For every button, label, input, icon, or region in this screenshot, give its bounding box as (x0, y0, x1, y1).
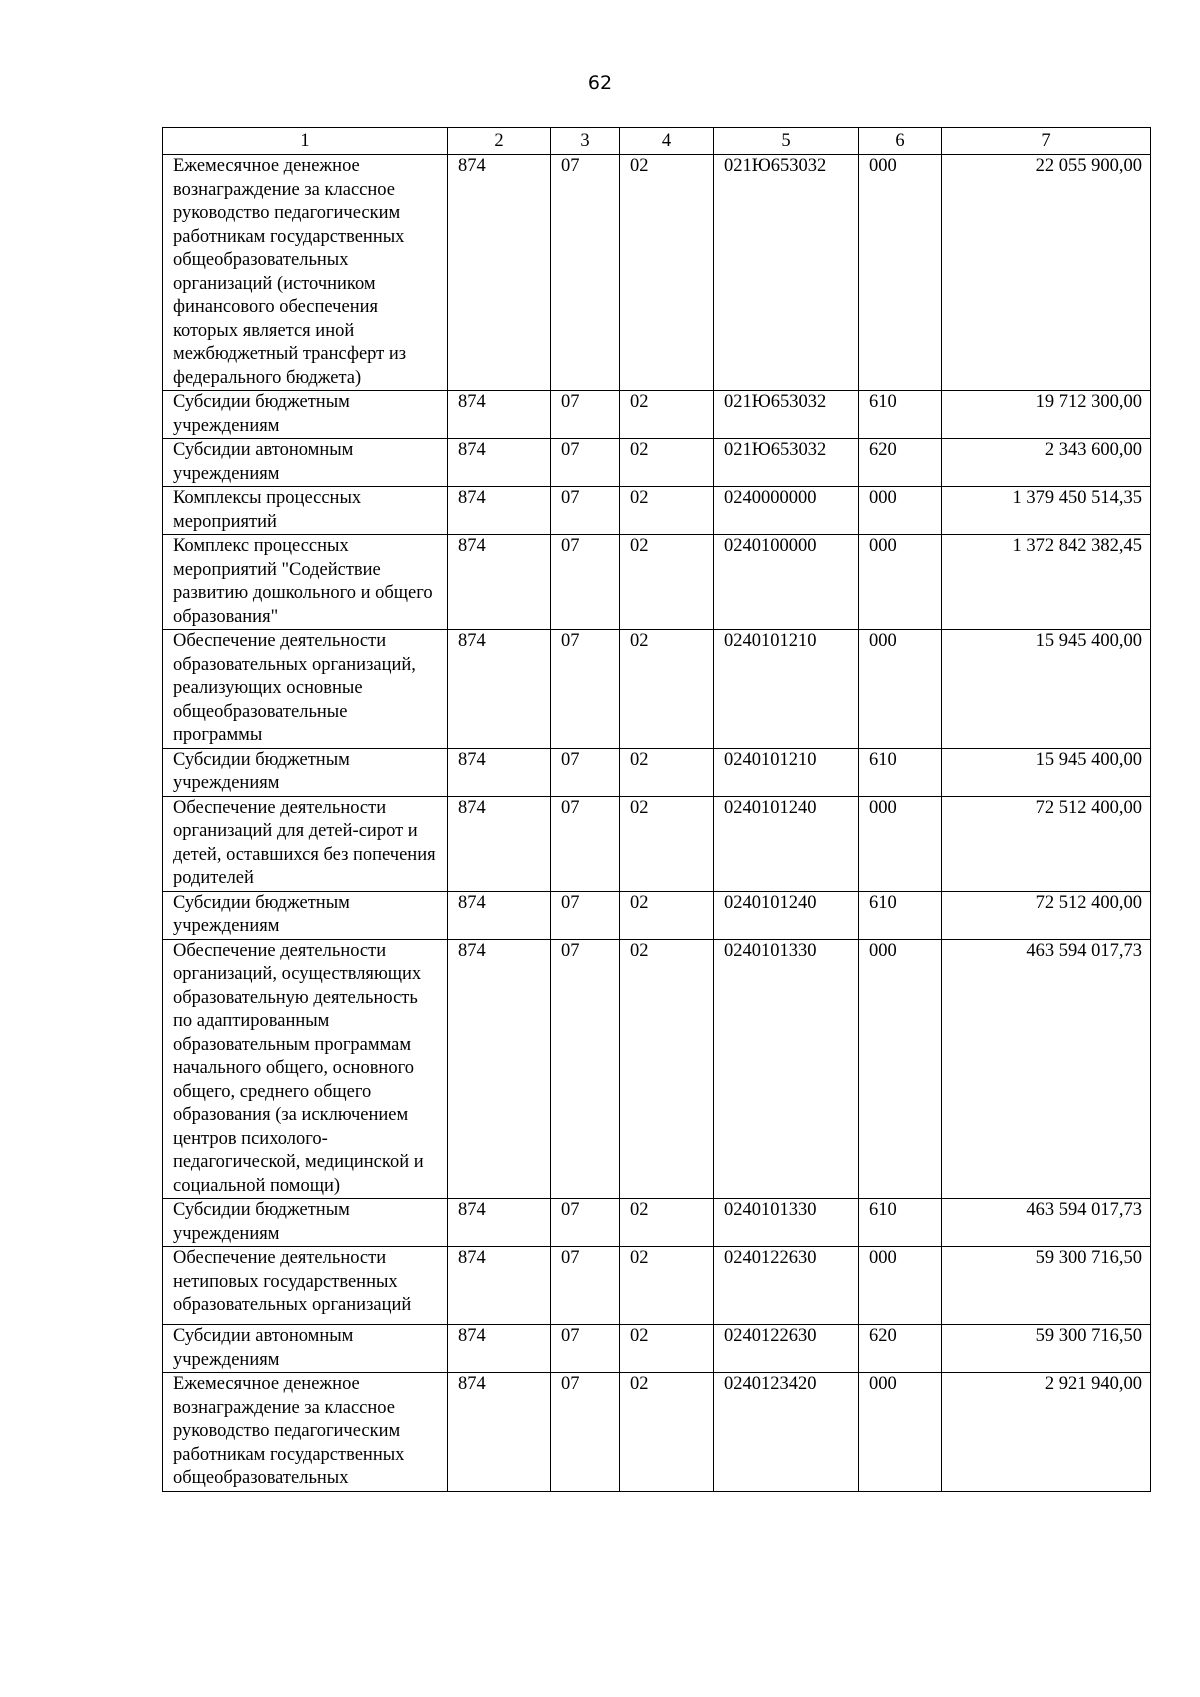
expense-type-code: 610 (859, 391, 942, 439)
expense-type-code: 610 (859, 891, 942, 939)
item-name: Субсидии бюджетным учреждениям (163, 1199, 448, 1247)
subsection-code: 02 (620, 939, 714, 1199)
target-article-code: 0240101330 (714, 939, 859, 1199)
amount: 2 921 940,00 (942, 1373, 1151, 1492)
ministry-code: 874 (448, 1373, 551, 1492)
target-article-code: 021Ю653032 (714, 155, 859, 391)
table-row (163, 1247, 1151, 1325)
table-row (163, 748, 1151, 796)
item-name: Субсидии бюджетным учреждениям (163, 891, 448, 939)
table-row (163, 1199, 1151, 1247)
table-row (163, 796, 1151, 891)
ministry-code: 874 (448, 155, 551, 391)
expense-type-code: 620 (859, 1325, 942, 1373)
column-header: 4 (620, 128, 714, 155)
ministry-code: 874 (448, 1247, 551, 1325)
item-name: Субсидии автономным учреждениям (163, 1325, 448, 1373)
table-row (163, 891, 1151, 939)
section-code: 07 (551, 1247, 620, 1325)
ministry-code: 874 (448, 939, 551, 1199)
expense-type-code: 000 (859, 796, 942, 891)
expense-type-code: 000 (859, 1247, 942, 1325)
amount: 1 379 450 514,35 (942, 487, 1151, 535)
target-article-code: 0240101210 (714, 630, 859, 749)
table-row (163, 1325, 1151, 1373)
target-article-code: 0240101210 (714, 748, 859, 796)
table-row (163, 439, 1151, 487)
expense-type-code: 000 (859, 155, 942, 391)
item-name: Обеспечение деятельности организаций, осуществляющих образовательную деятельность по адаптированным образовательным программам начального общего, основного общего, среднего общего образования (за исключением центров психолого-педагогической, медицинской и социальной помощи) (163, 939, 448, 1199)
amount: 15 945 400,00 (942, 748, 1151, 796)
item-name: Субсидии бюджетным учреждениям (163, 748, 448, 796)
ministry-code: 874 (448, 1199, 551, 1247)
ministry-code: 874 (448, 796, 551, 891)
section-code: 07 (551, 439, 620, 487)
item-name: Комплекс процессных мероприятий "Содействие развитию дошкольного и общего образования" (163, 535, 448, 630)
ministry-code: 874 (448, 1325, 551, 1373)
expense-type-code: 610 (859, 748, 942, 796)
table-row (163, 630, 1151, 749)
target-article-code: 0240100000 (714, 535, 859, 630)
target-article-code: 021Ю653032 (714, 391, 859, 439)
item-name: Ежемесячное денежное вознаграждение за классное руководство педагогическим работникам государственных общеобразовательных организаций (источником финансового обеспечения которых является иной межбюджетный трансферт из федерального бюджета) (163, 155, 448, 391)
section-code: 07 (551, 796, 620, 891)
amount: 15 945 400,00 (942, 630, 1151, 749)
section-code: 07 (551, 487, 620, 535)
table-row (163, 939, 1151, 1199)
ministry-code: 874 (448, 630, 551, 749)
item-name: Ежемесячное денежное вознаграждение за классное руководство педагогическим работникам государственных общеобразовательных (163, 1373, 448, 1492)
subsection-code: 02 (620, 487, 714, 535)
section-code: 07 (551, 939, 620, 1199)
item-name: Обеспечение деятельности организаций для детей-сирот и детей, оставшихся без попечения родителей (163, 796, 448, 891)
subsection-code: 02 (620, 1373, 714, 1492)
amount: 19 712 300,00 (942, 391, 1151, 439)
expense-type-code: 000 (859, 535, 942, 630)
amount: 22 055 900,00 (942, 155, 1151, 391)
expense-type-code: 000 (859, 1373, 942, 1492)
table-row (163, 1373, 1151, 1492)
table-row (163, 535, 1151, 630)
subsection-code: 02 (620, 391, 714, 439)
amount: 463 594 017,73 (942, 1199, 1151, 1247)
target-article-code: 0240101330 (714, 1199, 859, 1247)
subsection-code: 02 (620, 1199, 714, 1247)
subsection-code: 02 (620, 630, 714, 749)
amount: 72 512 400,00 (942, 796, 1151, 891)
column-header: 7 (942, 128, 1151, 155)
section-code: 07 (551, 891, 620, 939)
expense-type-code: 000 (859, 630, 942, 749)
amount: 72 512 400,00 (942, 891, 1151, 939)
column-header: 2 (448, 128, 551, 155)
subsection-code: 02 (620, 1247, 714, 1325)
subsection-code: 02 (620, 155, 714, 391)
target-article-code: 021Ю653032 (714, 439, 859, 487)
header-row (163, 128, 1151, 155)
page-number: 62 (587, 72, 613, 94)
target-article-code: 0240122630 (714, 1247, 859, 1325)
item-name: Субсидии бюджетным учреждениям (163, 391, 448, 439)
target-article-code: 0240122630 (714, 1325, 859, 1373)
item-name: Субсидии автономным учреждениям (163, 439, 448, 487)
column-header: 5 (714, 128, 859, 155)
table-row (163, 155, 1151, 391)
subsection-code: 02 (620, 1325, 714, 1373)
expense-type-code: 000 (859, 939, 942, 1199)
section-code: 07 (551, 1325, 620, 1373)
section-code: 07 (551, 155, 620, 391)
ministry-code: 874 (448, 439, 551, 487)
item-name: Комплексы процессных мероприятий (163, 487, 448, 535)
item-name: Обеспечение деятельности образовательных организаций, реализующих основные общеобразовательные программы (163, 630, 448, 749)
table-row (163, 391, 1151, 439)
amount: 1 372 842 382,45 (942, 535, 1151, 630)
ministry-code: 874 (448, 748, 551, 796)
target-article-code: 0240123420 (714, 1373, 859, 1492)
subsection-code: 02 (620, 535, 714, 630)
expense-type-code: 000 (859, 487, 942, 535)
table-row (163, 487, 1151, 535)
section-code: 07 (551, 1373, 620, 1492)
section-code: 07 (551, 1199, 620, 1247)
ministry-code: 874 (448, 535, 551, 630)
expense-type-code: 610 (859, 1199, 942, 1247)
ministry-code: 874 (448, 487, 551, 535)
target-article-code: 0240101240 (714, 891, 859, 939)
target-article-code: 0240101240 (714, 796, 859, 891)
amount: 463 594 017,73 (942, 939, 1151, 1199)
section-code: 07 (551, 391, 620, 439)
ministry-code: 874 (448, 391, 551, 439)
column-header: 1 (163, 128, 448, 155)
subsection-code: 02 (620, 439, 714, 487)
amount: 2 343 600,00 (942, 439, 1151, 487)
amount: 59 300 716,50 (942, 1325, 1151, 1373)
section-code: 07 (551, 535, 620, 630)
subsection-code: 02 (620, 891, 714, 939)
section-code: 07 (551, 630, 620, 749)
section-code: 07 (551, 748, 620, 796)
target-article-code: 0240000000 (714, 487, 859, 535)
subsection-code: 02 (620, 796, 714, 891)
item-name: Обеспечение деятельности нетиповых государственных образовательных организаций (163, 1247, 448, 1325)
ministry-code: 874 (448, 891, 551, 939)
budget-table (162, 127, 1151, 1492)
expense-type-code: 620 (859, 439, 942, 487)
subsection-code: 02 (620, 748, 714, 796)
amount: 59 300 716,50 (942, 1247, 1151, 1325)
column-header: 6 (859, 128, 942, 155)
column-header: 3 (551, 128, 620, 155)
